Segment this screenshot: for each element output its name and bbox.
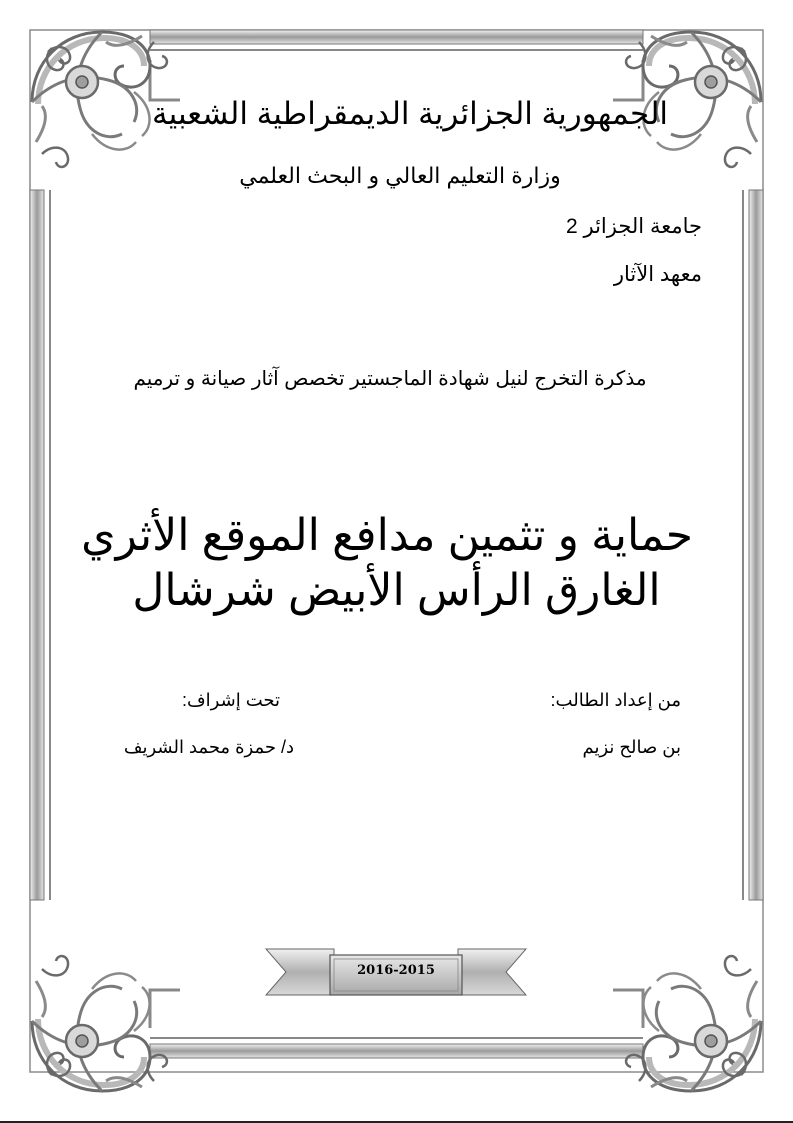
student-name: بن صالح نزيم — [582, 737, 681, 757]
memo-description: مذكرة التخرج لنيل شهادة الماجستير تخصص آثار صيانة و ترميم — [133, 368, 647, 390]
republic-heading: الجمهورية الجزائرية الديمقراطية الشعبية — [151, 96, 669, 131]
thesis-title-line-2: الغارق الرأس الأبيض شرشال — [132, 566, 661, 615]
university-line: جامعة الجزائر 2 — [565, 215, 702, 238]
academic-year: 2016-2015 — [357, 963, 435, 978]
thesis-title-line-1: حماية و تثمين مدافع الموقع الأثري — [81, 511, 693, 560]
corner-ornament-bottom-left — [32, 956, 167, 1091]
supervisor-name: د/ حمزة محمد الشريف — [123, 737, 294, 757]
corner-ornament-bottom-right — [626, 956, 761, 1091]
institute-line: معهد الآثار — [613, 263, 702, 286]
corner-ornament-top-left — [32, 32, 167, 167]
supervisor-label: تحت إشراف: — [182, 690, 280, 710]
ministry-line: وزارة التعليم العالي و البحث العلمي — [239, 163, 561, 188]
student-label: من إعداد الطالب: — [550, 690, 681, 710]
